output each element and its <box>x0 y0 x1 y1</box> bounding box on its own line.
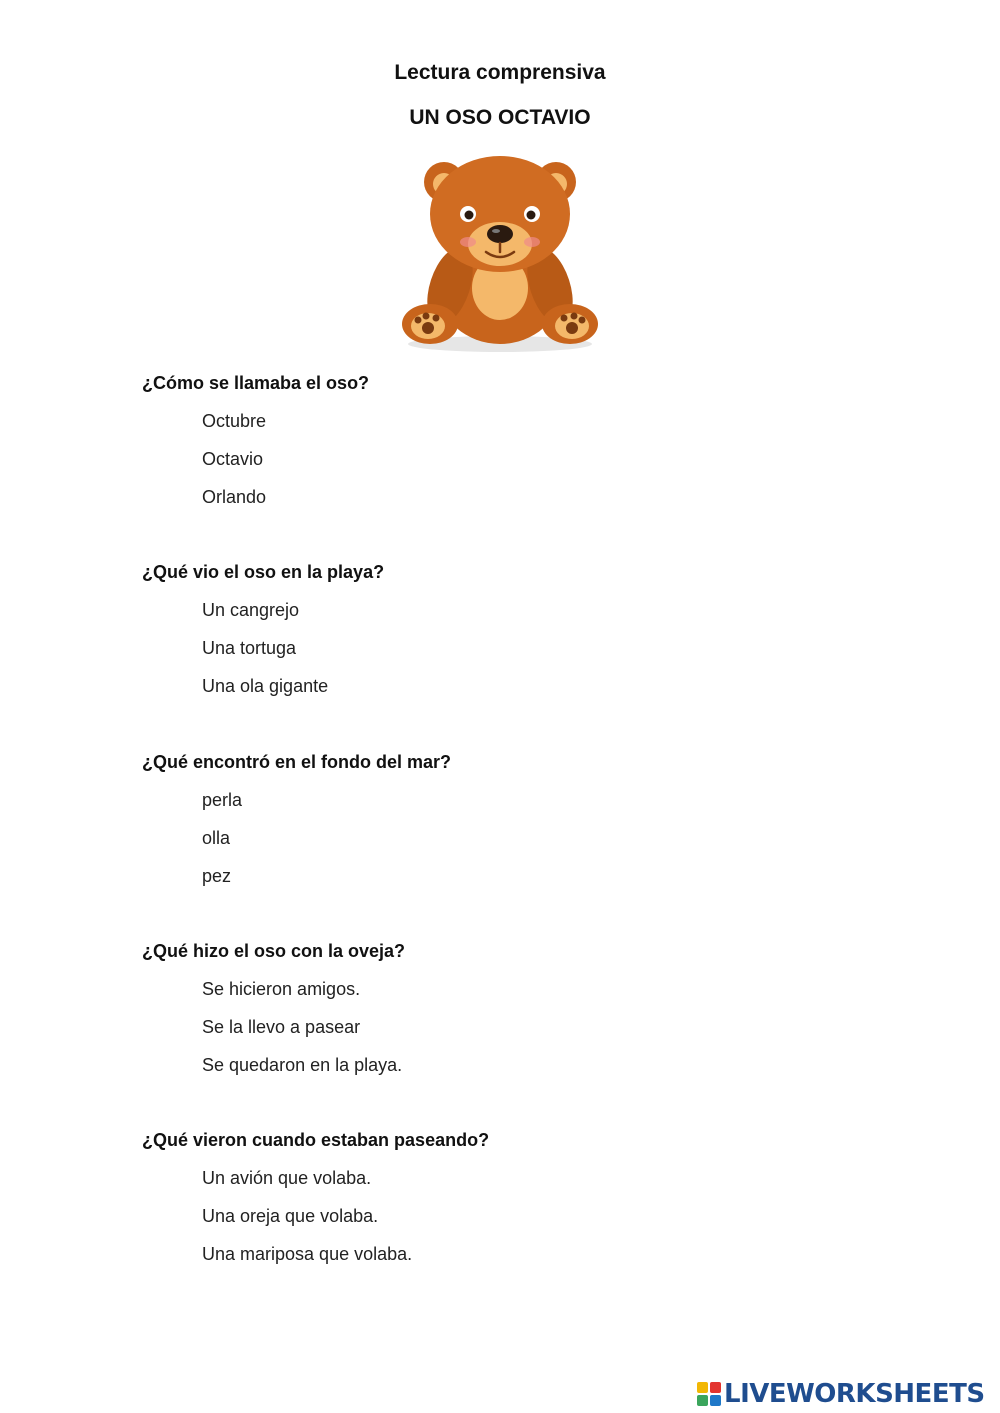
logo-square <box>697 1395 708 1406</box>
answer-option[interactable]: Se hicieron amigos. <box>202 979 361 999</box>
logo-square <box>697 1382 708 1393</box>
teddy-bear-icon <box>398 148 602 356</box>
logo-square <box>710 1382 721 1393</box>
answer-option[interactable]: Orlando <box>202 487 267 507</box>
answer-option[interactable]: Un cangrejo <box>202 600 300 620</box>
question-text: ¿Qué encontró en el fondo del mar? <box>142 752 452 772</box>
question-text: ¿Qué vieron cuando estaban paseando? <box>142 1130 490 1150</box>
answer-option[interactable]: Se quedaron en la playa. <box>202 1055 403 1075</box>
answer-option[interactable]: Una ola gigante <box>202 676 329 696</box>
answer-option[interactable]: olla <box>202 828 231 848</box>
question-text: ¿Qué hizo el oso con la oveja? <box>142 941 406 961</box>
logo-square <box>710 1395 721 1406</box>
answer-option[interactable]: Se la llevo a pasear <box>202 1017 361 1037</box>
answer-option[interactable]: pez <box>202 866 232 886</box>
answer-option[interactable]: Octubre <box>202 411 267 431</box>
answer-option[interactable]: Una tortuga <box>202 638 297 658</box>
question-text: ¿Qué vio el oso en la playa? <box>142 562 385 582</box>
answer-option[interactable]: Una mariposa que volaba. <box>202 1244 413 1264</box>
story-title: UN OSO OCTAVIO <box>409 106 591 129</box>
liveworksheets-logo <box>697 1378 985 1410</box>
answer-option[interactable]: Octavio <box>202 449 264 469</box>
worksheet-title: Lectura comprensiva <box>394 61 606 84</box>
logo-text: LIVEWORKSHEETS <box>724 1379 985 1409</box>
answer-option[interactable]: Un avión que volaba. <box>202 1168 372 1188</box>
answer-option[interactable]: perla <box>202 790 243 810</box>
logo-mark-icon <box>697 1382 721 1406</box>
question-text: ¿Cómo se llamaba el oso? <box>142 373 370 393</box>
answer-option[interactable]: Una oreja que volaba. <box>202 1206 379 1226</box>
